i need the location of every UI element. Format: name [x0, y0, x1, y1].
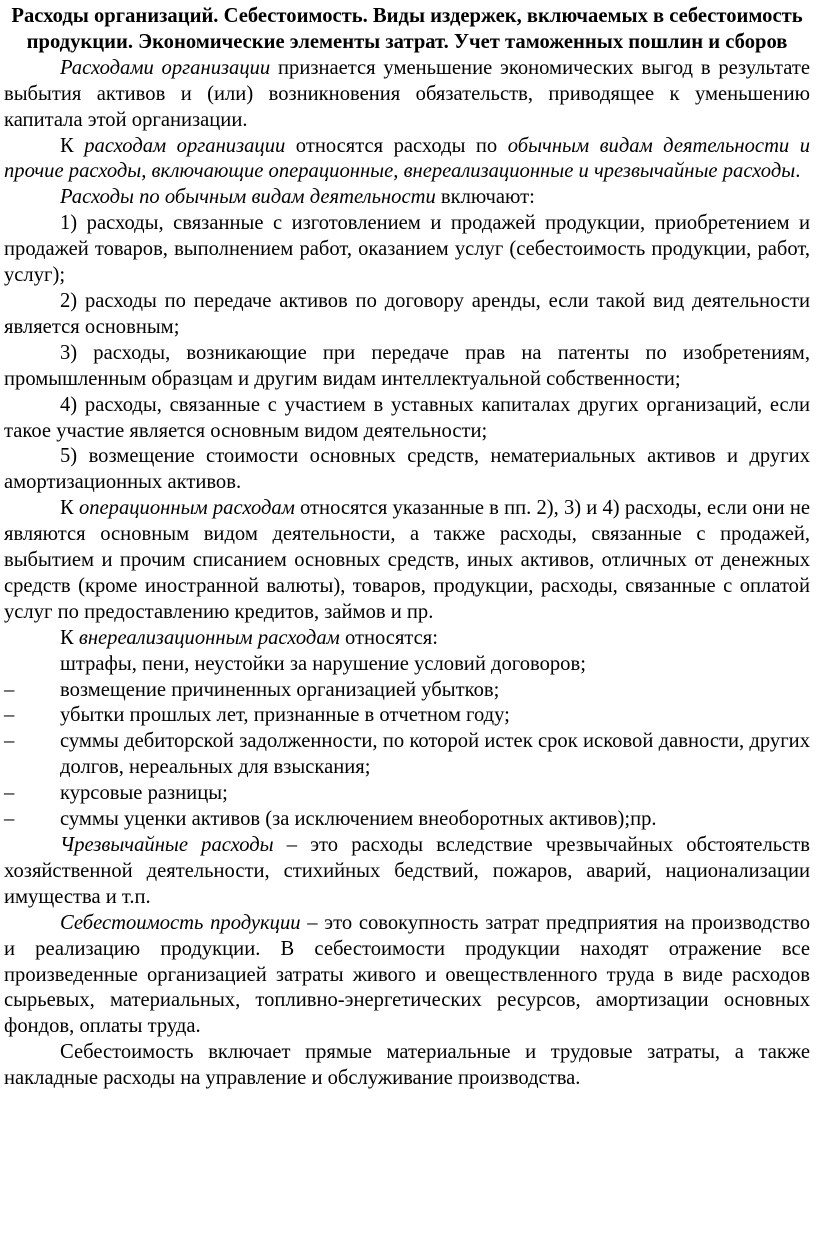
- term-operating: операционным расходам: [78, 497, 295, 520]
- nonoperating-first-item: штрафы, пени, неустойки за нарушение условий договоров;: [60, 652, 586, 675]
- term-expenses: Расходами организации: [60, 56, 271, 79]
- term-nonoperating: внереализационным расходам: [78, 626, 340, 649]
- dash-marker: –: [4, 704, 15, 727]
- ordinary-item: 2) расходы по передаче активов по договору аренды, если такой вид деятельности является основным;: [4, 289, 810, 338]
- list-item: – курсовые разницы;: [4, 781, 810, 807]
- list-item: – суммы уценки активов (за исключением внеоборотных активов);пр.: [4, 807, 810, 833]
- paragraph-extraordinary: Чрезвычайные расходы – это расходы вследствие чрезвычайных обстоятельств хозяйственной деятельности, стихийных бедствий, пожаров, аварий, национализации имущества и т.п.: [4, 834, 810, 908]
- ordinary-item: 1) расходы, связанные с изготовлением и продажей продукции, приобретением и продажей товаров, выполнением работ, оказанием услуг (себестоимость продукции, работ, услуг);: [4, 212, 810, 287]
- list-item: – убытки прошлых лет, признанные в отчетном году;: [4, 703, 810, 729]
- term-org-expenses: расходам организации: [84, 134, 286, 157]
- dash-marker: –: [4, 808, 15, 831]
- dash-marker: –: [4, 730, 15, 753]
- term-expense-kinds: обычным видам деятельности и прочие расходы, включающие операционные, внереализационные и чрезвычайные расходы: [4, 134, 810, 183]
- nonoperating-list: [4, 678, 810, 833]
- ordinary-item: 3) расходы, возникающие при передаче прав на патенты по изобретениям, промышленным образцам и другим видам интеллектуальной собственности;: [4, 341, 810, 390]
- paragraph-ordinary-intro: Расходы по обычным видам деятельности включают:: [60, 186, 535, 209]
- paragraph-cost-of-production: Себестоимость продукции – это совокупность затрат предприятия на производство и реализацию продукции. В себестоимости продукции находят отражение все произведенные организацией затраты живого и овеществленного труда в виде расходов сырьевых, материальных, топливно-энергетических ресурсов, амортизации основных фондов, оплаты труда.: [4, 911, 810, 1038]
- ordinary-item: 5) возмещение стоимости основных средств, нематериальных активов и других амортизационных активов.: [4, 445, 810, 494]
- term-extraordinary: Чрезвычайные расходы: [60, 834, 274, 856]
- paragraph-expenses-definition: Расходами организации признается уменьшение экономических выгод в результате выбытия активов и (или) возникновения обязательств, приводящее к уменьшению капитала этой организации.: [4, 56, 810, 131]
- dash-marker: –: [4, 678, 15, 701]
- dash-marker: –: [4, 782, 15, 805]
- term-cost: Себестоимость продукции: [60, 911, 301, 934]
- paragraph-expense-types: К расходам организации относятся расходы по обычным видам деятельности и прочие расходы, включающие операционные, внереализационные и чрезвычайные расходы.: [4, 134, 810, 183]
- document-title: Расходы организаций. Себестоимость. Виды издержек, включаемых в себестоимость продукции. Экономические элементы затрат. Учет таможенных пошлин и сборов: [11, 5, 803, 53]
- paragraph-cost-includes: Себестоимость включает прямые материальные и трудовые затраты, а также накладные расходы на управление и обслуживание производства.: [4, 1041, 810, 1090]
- paragraph-operating-expenses: К операционным расходам относятся указанные в пп. 2), 3) и 4) расходы, если они не являются основным видом деятельности, а также расходы, связанные с продажей, выбытием и прочим списанием основных средств, иных активов, отличных от денежных средств (кроме иностранной валюты), товаров, продукции, расходы, связанные с оплатой услуг по предоставлению кредитов, займов и пр.: [4, 497, 810, 623]
- paragraph-nonoperating-intro: К внереализационным расходам относятся:: [60, 626, 438, 649]
- term-ordinary: Расходы по обычным видам деятельности: [60, 186, 436, 209]
- list-item: – суммы дебиторской задолженности, по которой истек срок исковой давности, других долгов, нереальных для взыскания;: [4, 730, 810, 779]
- list-item: – возмещение причиненных организацией убытков;: [4, 678, 810, 704]
- ordinary-item: 4) расходы, связанные с участием в уставных капиталах других организаций, если такое участие является основным видом деятельности;: [4, 393, 810, 442]
